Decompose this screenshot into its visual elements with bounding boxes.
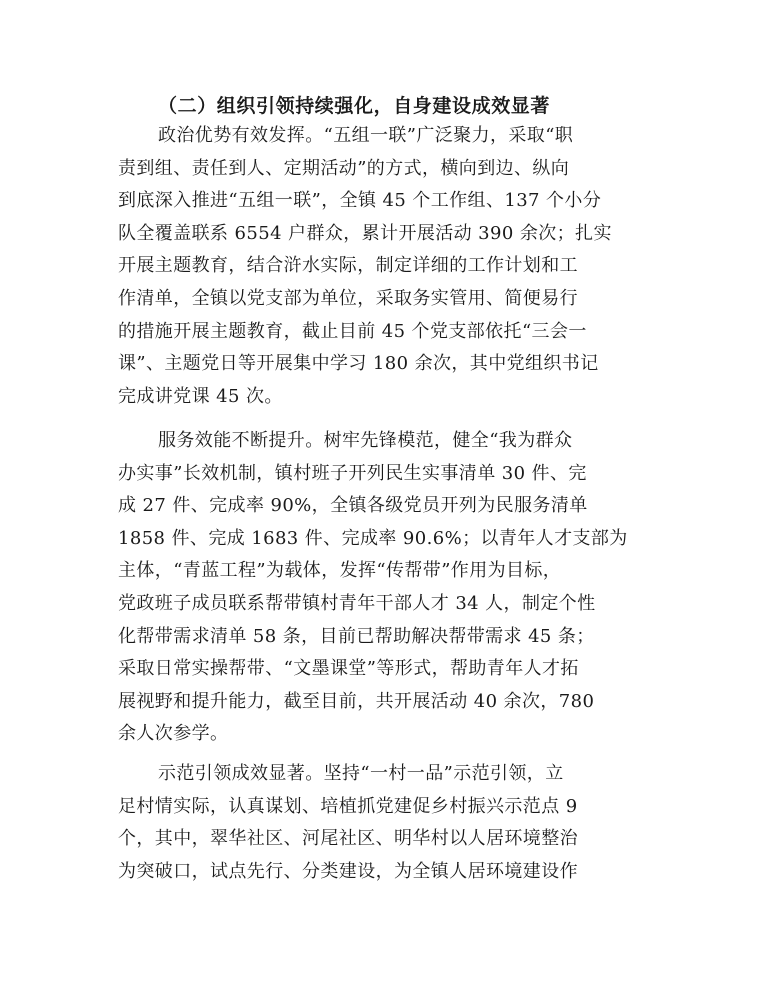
paragraph-line: 为突破口，试点先行、分类建设，为全镇人居环境建设作	[118, 860, 578, 882]
paragraph-line: 服务效能不断提升。树牢先锋模范，健全“我为群众	[158, 430, 573, 451]
paragraph-line: 党政班子成员联系帮带镇村青年干部人才 34 人，制定个性	[118, 592, 596, 614]
paragraph-line: 作清单，全镇以党支部为单位，采取务实管用、简便易行	[118, 287, 578, 309]
paragraph-line: 课”、主题党日等开展集中学习 180 余次，其中党组织书记	[118, 353, 599, 375]
paragraph-line: 的措施开展主题教育，截止目前 45 个党支部依托“三会一	[118, 320, 587, 342]
paragraph-line: 开展主题教育，结合浒水实际，制定详细的工作计划和工	[118, 255, 578, 277]
paragraph-line: 个，其中，翠华社区、河尾社区、明华村以人居环境整治	[118, 828, 578, 850]
paragraph-line: 办实事”长效机制，镇村班子开列民生实事清单 30 件、完	[118, 462, 587, 484]
paragraph-demonstration-leading	[118, 758, 658, 888]
paragraph-service-efficiency	[118, 425, 658, 751]
paragraph-line: 到底深入推进“五组一联”，全镇 45 个工作组、137 个小分	[118, 190, 602, 212]
paragraph-line: 展视野和提升能力，截至目前，共开展活动 40 余次，780	[118, 690, 595, 712]
paragraph-political-advantage	[118, 120, 658, 413]
paragraph-line: 队全覆盖联系 6554 户群众，累计开展活动 390 余次；扎实	[118, 222, 612, 244]
paragraph-line: 主体，“青蓝工程”为载体，发挥“传帮带”作用为目标，	[118, 560, 562, 582]
paragraph-line: 采取日常实操帮带、“文墨课堂”等形式，帮助青年人才拓	[118, 658, 579, 680]
paragraph-line: 足村情实际，认真谋划、培植抓党建促乡村振兴示范点 9	[118, 795, 578, 817]
paragraph-line: 成 27 件、完成率 90%，全镇各级党员开列为民服务清单	[118, 495, 588, 517]
paragraph-line: 余人次参学。	[118, 723, 229, 745]
paragraph-line: 示范引领成效显著。坚持“一村一品”示范引领，立	[158, 763, 564, 784]
paragraph-line: 化帮带需求清单 58 条，目前已帮助解决帮带需求 45 条；	[118, 625, 595, 647]
paragraph-line: 责到组、责任到人、定期活动”的方式，横向到边、纵向	[118, 157, 570, 179]
paragraph-line: 1858 件、完成 1683 件、完成率 90.6%；以青年人才支部为	[118, 527, 628, 549]
paragraph-line: 政治优势有效发挥。“五组一联”广泛聚力，采取“职	[158, 125, 574, 146]
section-heading: （二）组织引领持续强化，自身建设成效显著	[158, 95, 551, 117]
paragraph-line: 完成讲党课 45 次。	[118, 385, 283, 407]
